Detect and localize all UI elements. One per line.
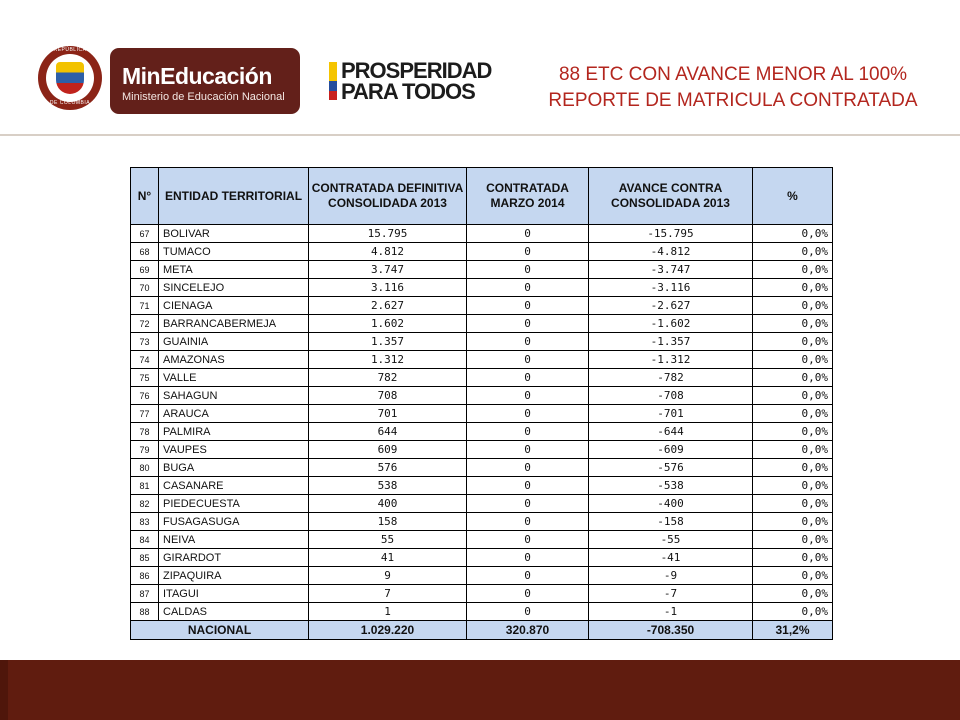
row-percent: 0,0%	[753, 279, 833, 297]
row-consolidated: 7	[309, 585, 467, 603]
mineducacion-logo	[110, 48, 300, 114]
row-march: 0	[467, 549, 589, 567]
row-progress: -1.312	[589, 351, 753, 369]
row-number: 81	[131, 477, 159, 495]
row-progress: -644	[589, 423, 753, 441]
table-row	[131, 243, 833, 261]
row-progress: -55	[589, 531, 753, 549]
row-march: 0	[467, 243, 589, 261]
table-row	[131, 531, 833, 549]
col-header-consolidated-2013: CONTRATADA DEFINITIVA CONSOLIDADA 2013	[309, 168, 467, 225]
row-march: 0	[467, 585, 589, 603]
slogan-line-1: PROSPERIDAD	[341, 58, 492, 83]
row-march: 0	[467, 477, 589, 495]
row-consolidated: 644	[309, 423, 467, 441]
row-march: 0	[467, 441, 589, 459]
report-title	[508, 62, 958, 114]
row-consolidated: 9	[309, 567, 467, 585]
row-number: 84	[131, 531, 159, 549]
row-progress: -2.627	[589, 297, 753, 315]
table-row	[131, 279, 833, 297]
row-entity: PALMIRA	[159, 423, 309, 441]
row-progress: -701	[589, 405, 753, 423]
table-row	[131, 603, 833, 621]
row-march: 0	[467, 279, 589, 297]
row-number: 80	[131, 459, 159, 477]
total-march: 320.870	[467, 621, 589, 640]
row-consolidated: 400	[309, 495, 467, 513]
table-row	[131, 297, 833, 315]
row-number: 87	[131, 585, 159, 603]
row-entity: VALLE	[159, 369, 309, 387]
table-row	[131, 405, 833, 423]
table-row	[131, 369, 833, 387]
row-percent: 0,0%	[753, 243, 833, 261]
row-consolidated: 708	[309, 387, 467, 405]
total-label: NACIONAL	[131, 621, 309, 640]
table-row	[131, 513, 833, 531]
row-march: 0	[467, 297, 589, 315]
row-march: 0	[467, 315, 589, 333]
row-march: 0	[467, 261, 589, 279]
row-entity: VAUPES	[159, 441, 309, 459]
row-entity: BARRANCABERMEJA	[159, 315, 309, 333]
row-consolidated: 1.312	[309, 351, 467, 369]
row-progress: -576	[589, 459, 753, 477]
row-entity: AMAZONAS	[159, 351, 309, 369]
row-consolidated: 701	[309, 405, 467, 423]
table-row	[131, 441, 833, 459]
row-progress: -41	[589, 549, 753, 567]
total-progress: -708.350	[589, 621, 753, 640]
row-percent: 0,0%	[753, 261, 833, 279]
row-percent: 0,0%	[753, 333, 833, 351]
row-number: 88	[131, 603, 159, 621]
row-percent: 0,0%	[753, 459, 833, 477]
row-consolidated: 3.116	[309, 279, 467, 297]
table-row	[131, 387, 833, 405]
seal-top-text: REPÚBLICA	[53, 47, 87, 53]
row-consolidated: 55	[309, 531, 467, 549]
row-consolidated: 3.747	[309, 261, 467, 279]
enrollment-table	[130, 167, 833, 640]
row-march: 0	[467, 603, 589, 621]
row-number: 78	[131, 423, 159, 441]
row-percent: 0,0%	[753, 387, 833, 405]
row-progress: -1	[589, 603, 753, 621]
row-number: 76	[131, 387, 159, 405]
row-number: 68	[131, 243, 159, 261]
row-entity: FUSAGASUGA	[159, 513, 309, 531]
row-progress: -4.812	[589, 243, 753, 261]
row-progress: -538	[589, 477, 753, 495]
row-percent: 0,0%	[753, 603, 833, 621]
table-row	[131, 333, 833, 351]
row-consolidated: 1.357	[309, 333, 467, 351]
row-entity: PIEDECUESTA	[159, 495, 309, 513]
row-march: 0	[467, 225, 589, 243]
row-march: 0	[467, 369, 589, 387]
row-consolidated: 41	[309, 549, 467, 567]
table-header-row	[131, 168, 833, 225]
total-consolidated: 1.029.220	[309, 621, 467, 640]
col-header-percent: %	[753, 168, 833, 225]
report-title-line-1: 88 ETC CON AVANCE MENOR AL 100%	[558, 64, 908, 85]
colombia-seal-icon	[38, 46, 102, 110]
row-progress: -15.795	[589, 225, 753, 243]
row-entity: BOLIVAR	[159, 225, 309, 243]
table-row	[131, 261, 833, 279]
row-entity: BUGA	[159, 459, 309, 477]
row-percent: 0,0%	[753, 369, 833, 387]
row-march: 0	[467, 423, 589, 441]
row-progress: -3.747	[589, 261, 753, 279]
row-number: 79	[131, 441, 159, 459]
table-row	[131, 495, 833, 513]
row-progress: -1.357	[589, 333, 753, 351]
table-row	[131, 315, 833, 333]
row-entity: SINCELEJO	[159, 279, 309, 297]
table-row	[131, 585, 833, 603]
ministry-brand: MinEducación	[122, 63, 272, 89]
row-march: 0	[467, 333, 589, 351]
row-percent: 0,0%	[753, 315, 833, 333]
row-progress: -7	[589, 585, 753, 603]
row-march: 0	[467, 531, 589, 549]
slogan-line-2: PARA TODOS	[341, 79, 475, 104]
table-row	[131, 423, 833, 441]
row-number: 74	[131, 351, 159, 369]
row-number: 77	[131, 405, 159, 423]
row-number: 86	[131, 567, 159, 585]
report-title-line-2: REPORTE DE MATRICULA CONTRATADA	[548, 90, 918, 111]
row-entity: ITAGUI	[159, 585, 309, 603]
row-number: 85	[131, 549, 159, 567]
row-progress: -609	[589, 441, 753, 459]
row-percent: 0,0%	[753, 495, 833, 513]
row-progress: -782	[589, 369, 753, 387]
row-number: 73	[131, 333, 159, 351]
row-march: 0	[467, 495, 589, 513]
row-progress: -708	[589, 387, 753, 405]
row-entity: GIRARDOT	[159, 549, 309, 567]
row-march: 0	[467, 513, 589, 531]
header	[0, 0, 960, 136]
row-percent: 0,0%	[753, 351, 833, 369]
row-percent: 0,0%	[753, 423, 833, 441]
row-number: 70	[131, 279, 159, 297]
ministry-subtitle: Ministerio de Educación Nacional	[122, 91, 285, 103]
row-percent: 0,0%	[753, 441, 833, 459]
row-entity: CALDAS	[159, 603, 309, 621]
row-number: 69	[131, 261, 159, 279]
row-percent: 0,0%	[753, 567, 833, 585]
table-row	[131, 351, 833, 369]
row-progress: -9	[589, 567, 753, 585]
row-consolidated: 538	[309, 477, 467, 495]
row-entity: META	[159, 261, 309, 279]
colombia-flag-icon	[329, 62, 337, 100]
seal-bottom-text: DE COLOMBIA	[49, 100, 91, 106]
footer-edge	[0, 660, 8, 720]
row-entity: GUAINIA	[159, 333, 309, 351]
coat-of-arms-icon	[56, 62, 84, 94]
header-divider	[0, 134, 960, 136]
row-consolidated: 1.602	[309, 315, 467, 333]
total-row	[131, 621, 833, 640]
row-percent: 0,0%	[753, 585, 833, 603]
footer-band	[0, 660, 960, 720]
table-row	[131, 477, 833, 495]
row-consolidated: 15.795	[309, 225, 467, 243]
row-number: 72	[131, 315, 159, 333]
row-march: 0	[467, 405, 589, 423]
row-entity: CASANARE	[159, 477, 309, 495]
row-progress: -3.116	[589, 279, 753, 297]
row-consolidated: 1	[309, 603, 467, 621]
col-header-entity: ENTIDAD TERRITORIAL	[159, 168, 309, 225]
row-march: 0	[467, 351, 589, 369]
table-row	[131, 225, 833, 243]
row-consolidated: 609	[309, 441, 467, 459]
row-entity: TUMACO	[159, 243, 309, 261]
row-entity: ZIPAQUIRA	[159, 567, 309, 585]
row-consolidated: 782	[309, 369, 467, 387]
table-row	[131, 567, 833, 585]
table-row	[131, 549, 833, 567]
row-percent: 0,0%	[753, 477, 833, 495]
col-header-march-2014: CONTRATADA MARZO 2014	[467, 168, 589, 225]
row-consolidated: 158	[309, 513, 467, 531]
row-consolidated: 2.627	[309, 297, 467, 315]
table-row	[131, 459, 833, 477]
row-percent: 0,0%	[753, 405, 833, 423]
row-number: 75	[131, 369, 159, 387]
row-percent: 0,0%	[753, 531, 833, 549]
row-number: 82	[131, 495, 159, 513]
row-progress: -158	[589, 513, 753, 531]
row-percent: 0,0%	[753, 513, 833, 531]
row-march: 0	[467, 567, 589, 585]
col-header-number: N°	[131, 168, 159, 225]
row-percent: 0,0%	[753, 225, 833, 243]
row-consolidated: 576	[309, 459, 467, 477]
row-entity: NEIVA	[159, 531, 309, 549]
row-number: 71	[131, 297, 159, 315]
row-entity: ARAUCA	[159, 405, 309, 423]
row-march: 0	[467, 459, 589, 477]
row-march: 0	[467, 387, 589, 405]
row-percent: 0,0%	[753, 549, 833, 567]
row-number: 67	[131, 225, 159, 243]
prosperidad-logo	[341, 60, 491, 102]
total-percent: 31,2%	[753, 621, 833, 640]
row-consolidated: 4.812	[309, 243, 467, 261]
row-percent: 0,0%	[753, 297, 833, 315]
row-number: 83	[131, 513, 159, 531]
col-header-progress: AVANCE CONTRA CONSOLIDADA 2013	[589, 168, 753, 225]
row-entity: CIENAGA	[159, 297, 309, 315]
row-progress: -400	[589, 495, 753, 513]
row-progress: -1.602	[589, 315, 753, 333]
row-entity: SAHAGUN	[159, 387, 309, 405]
